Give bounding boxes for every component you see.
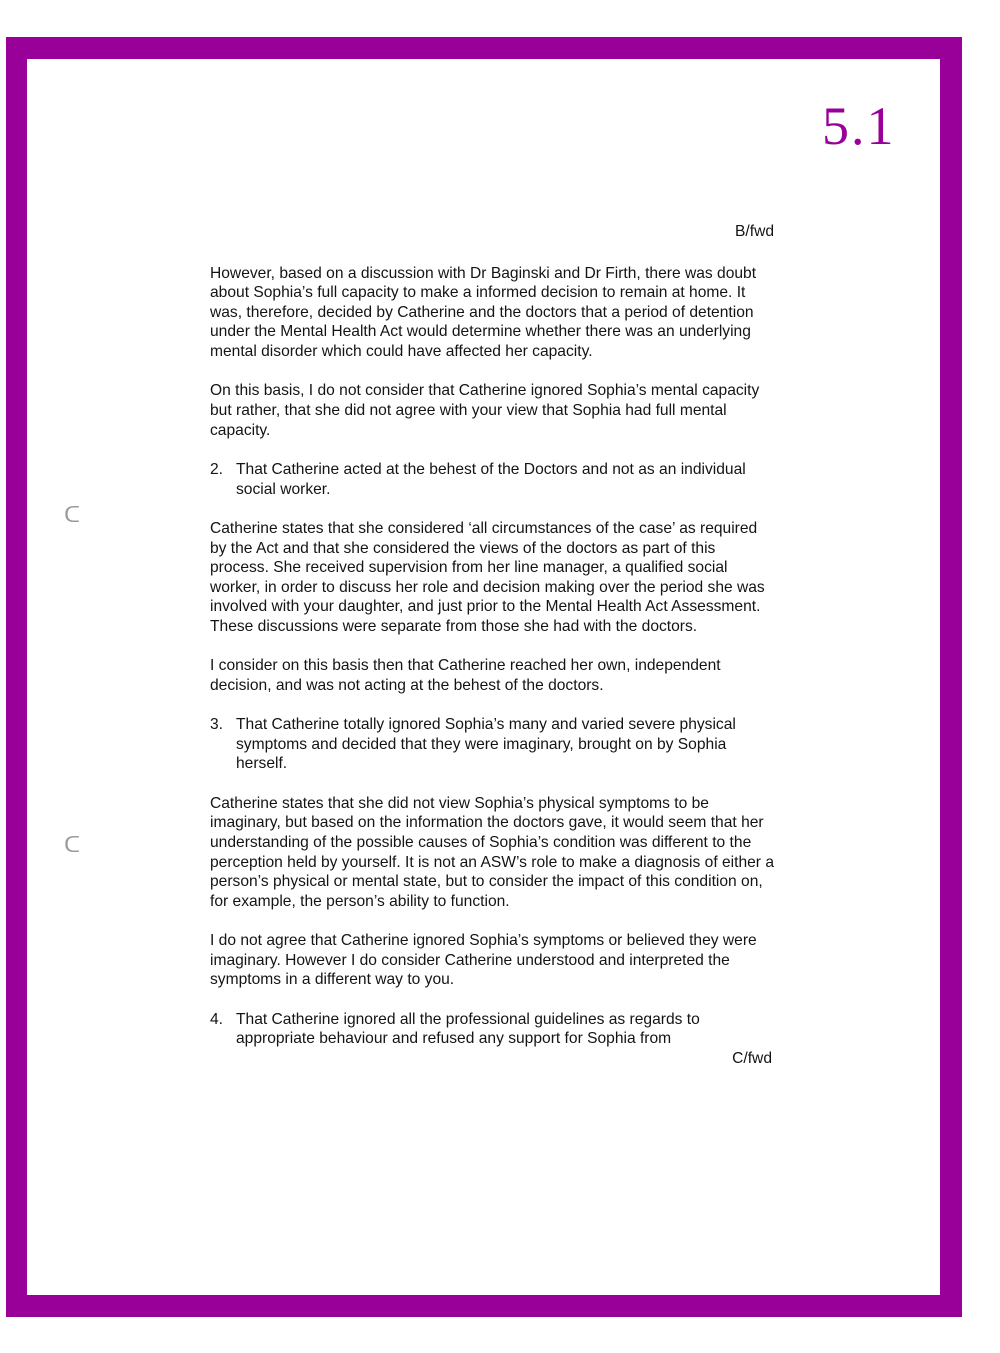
item-number: 2.: [210, 460, 224, 478]
paragraph-symptoms-conclusion: I do not agree that Catherine ignored Sophia’s symptoms or believed they were imaginary. However I do consider Catherine understood and interpreted the symptoms in a different way to you.: [210, 932, 757, 989]
paragraph-physical-symptoms: Catherine states that she did not view Sophia’s physical symptoms to be imaginary, but based on the information the doctors gave, it would seem that her understanding of the possible causes of Sophia’s condition was different to the perception held by yourself. It is not an ASW’s role to make a diagnosis of either a person’s physical or mental state, but to consider the impact of this condition on, for example, the person’s ability to function.: [210, 794, 774, 910]
complaint-item-3: [210, 715, 776, 774]
complaint-item-4: [210, 1010, 776, 1049]
hole-punch-mark: ᑕ: [64, 503, 81, 528]
item-number: 4.: [210, 1010, 224, 1028]
page-number: 5.1: [822, 96, 896, 156]
continuation-ref-top: B/fwd: [735, 223, 774, 240]
complaint-item-2: [210, 460, 776, 499]
paragraph-capacity-conclusion: On this basis, I do not consider that Catherine ignored Sophia’s mental capacity but rather, that she did not agree with your view that Sophia had full mental capacity.: [210, 382, 760, 439]
hole-punch-mark: ᑕ: [64, 833, 81, 858]
paragraph-independent-decision: I consider on this basis then that Catherine reached her own, independent decision, and was not acting at the behest of the doctors.: [210, 657, 721, 694]
item-number: 3.: [210, 716, 224, 734]
item-text: That Catherine totally ignored Sophia’s many and varied severe physical symptoms and decided that they were imaginary, brought on by Sophia herself.: [236, 716, 736, 773]
continuation-ref-bottom: C/fwd: [732, 1049, 772, 1067]
item-text: That Catherine acted at the behest of the Doctors and not as an individual social worker.: [236, 460, 746, 498]
paragraph-capacity-doubt: However, based on a discussion with Dr Baginski and Dr Firth, there was doubt about Sophia’s full capacity to make a informed decision to remain at home. It was, therefore, decided by Catherine and the doctors that a period of detention under the Mental Health Act would determine whether there was an underlying mental disorder which could have affected her capacity.: [210, 264, 757, 360]
item-text: That Catherine ignored all the professional guidelines as regards to appropriate behaviour and refused any support for Sophia from: [236, 1010, 700, 1048]
letter-body: [210, 222, 776, 1069]
paragraph-circumstances: Catherine states that she considered ‘all circumstances of the case’ as required by the Act and that she considered the views of the doctors as part of this process. She received supervision from her line manager, a qualified social worker, in order to discuss her role and decision making over the period she was involved with your daughter, and just prior to the Mental Health Act Assessment. These discussions were separate from those she had with the doctors.: [210, 519, 765, 635]
